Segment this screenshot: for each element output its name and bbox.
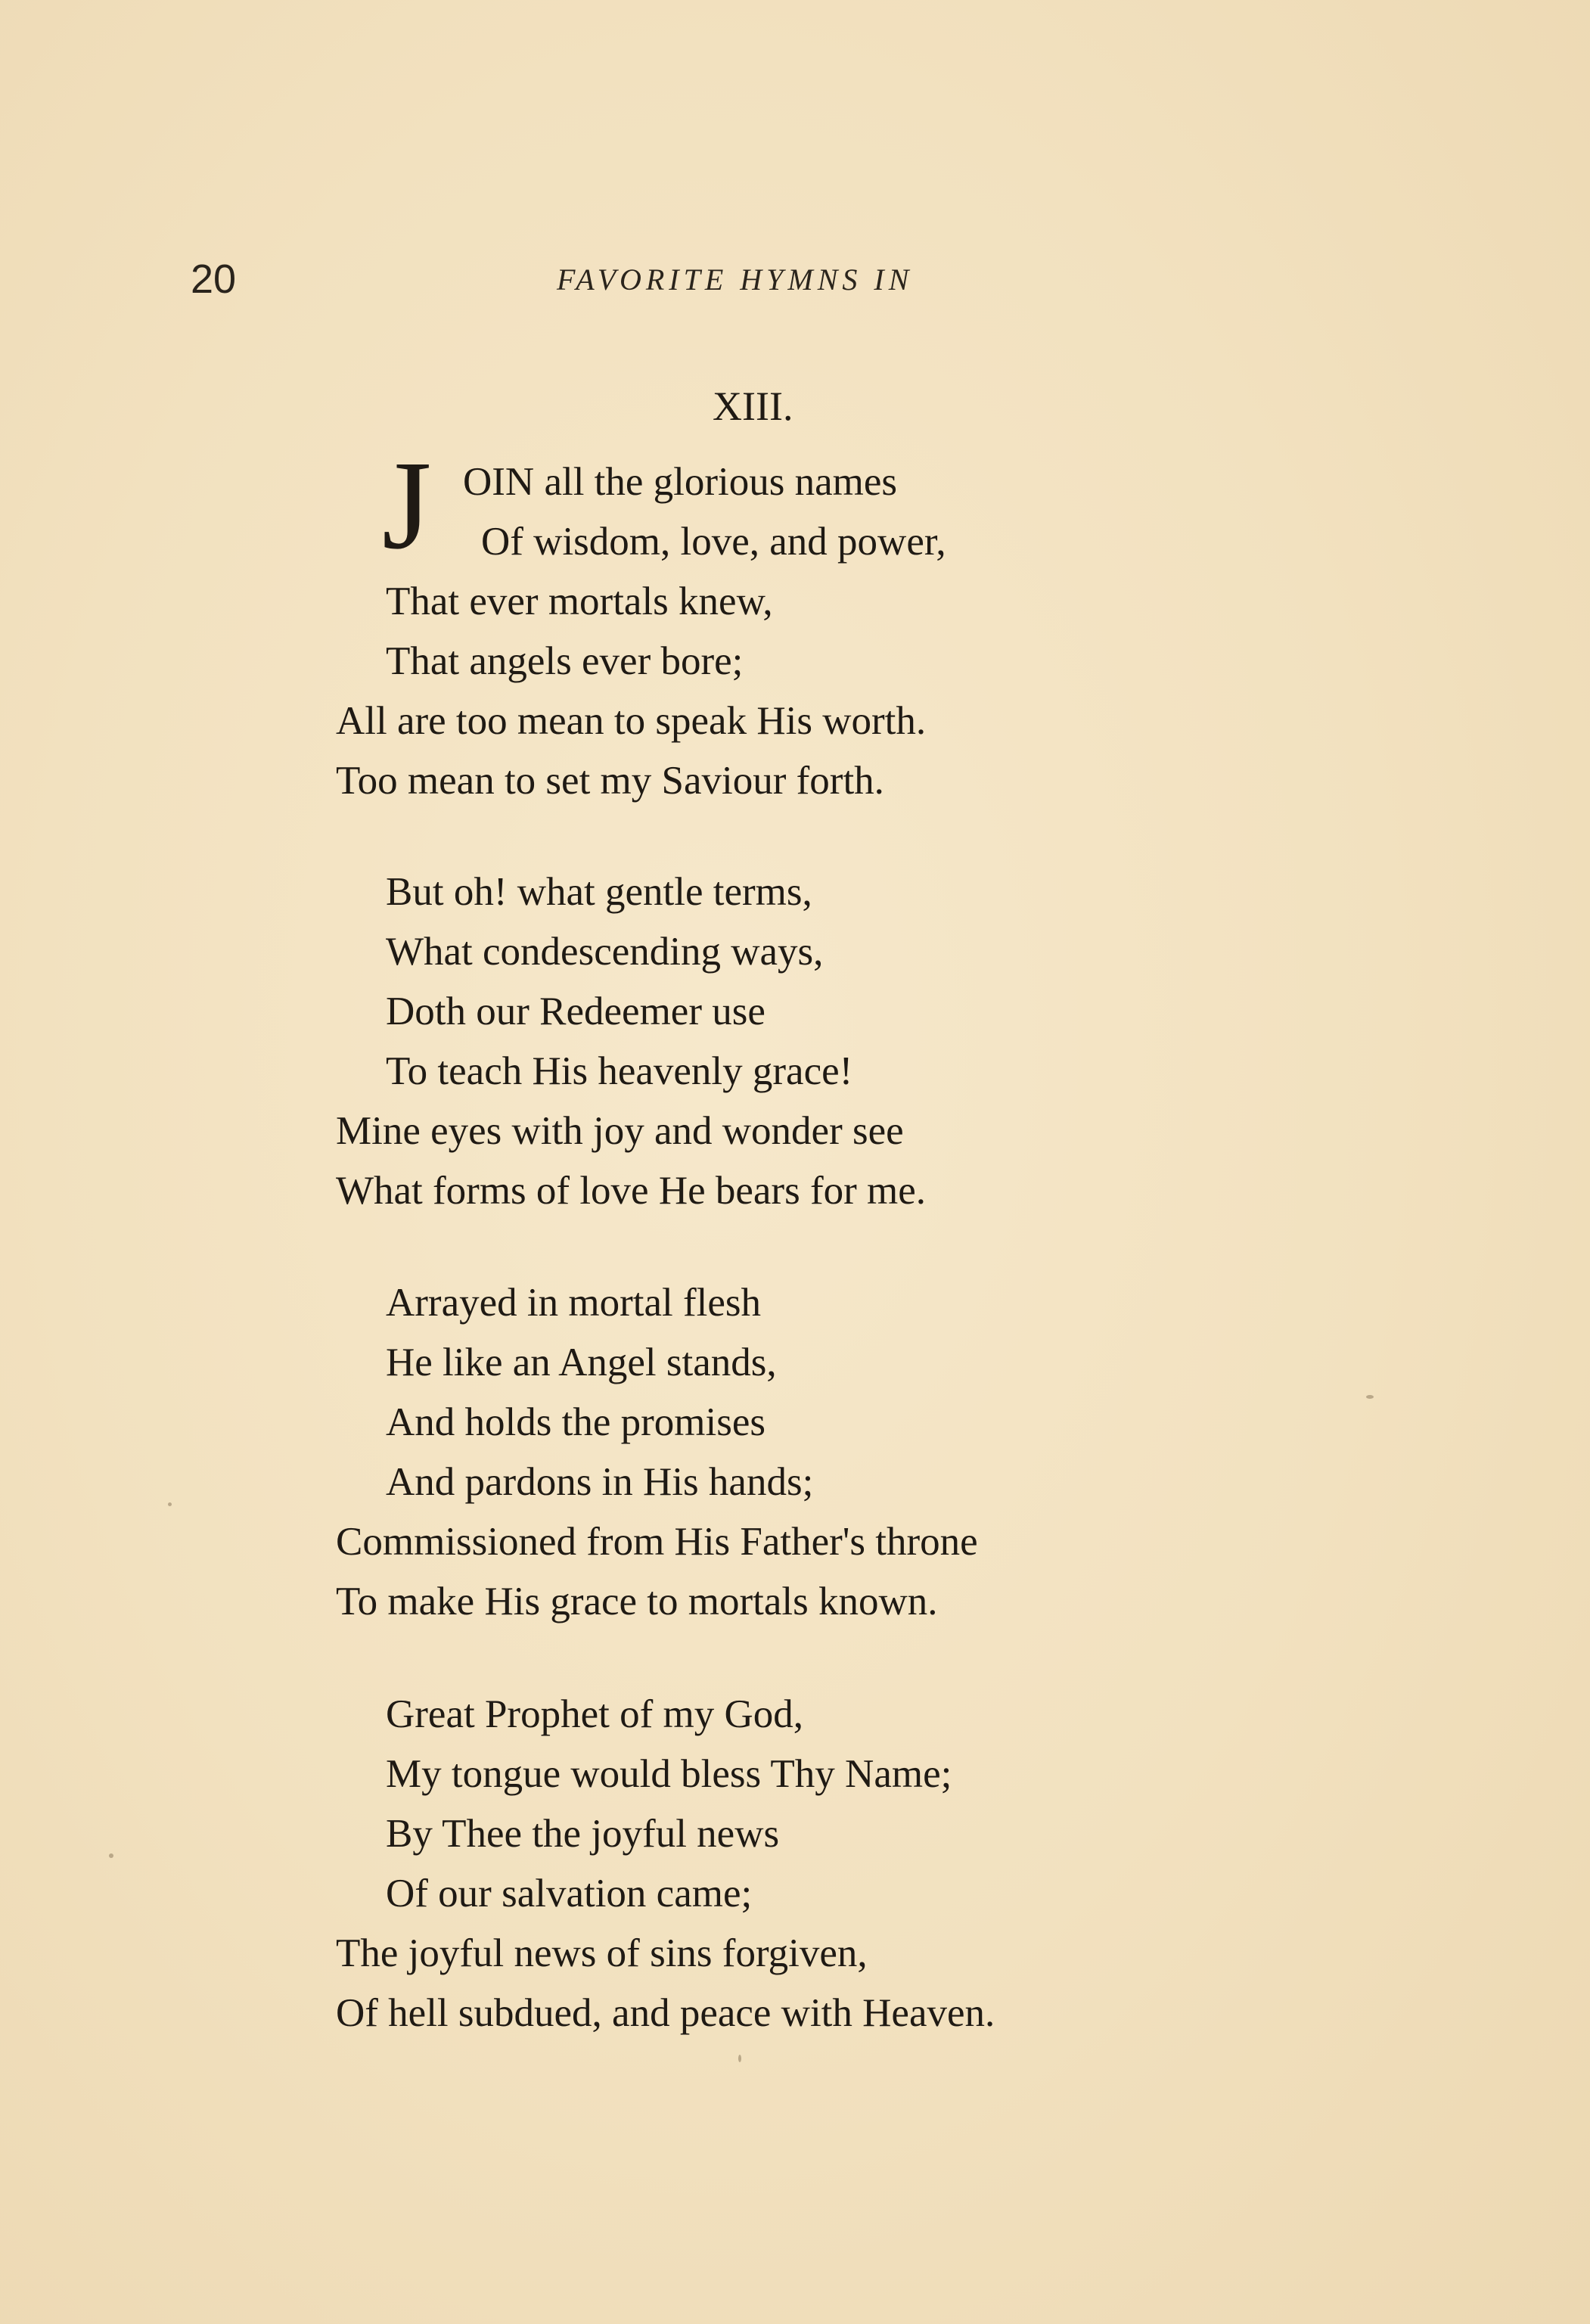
stanza-3-line-2: He like an Angel stands,: [386, 1341, 777, 1384]
stanza-3-line-1: Arrayed in mortal flesh: [386, 1281, 761, 1325]
stanza-4-line-2: My tongue would bless Thy Name;: [386, 1752, 952, 1796]
stanza-2-line-6: What forms of love He bears for me.: [336, 1169, 926, 1213]
stanza-2-line-3: Doth our Redeemer use: [386, 990, 765, 1033]
page-number: 20: [191, 256, 237, 302]
stanza-1-line-2: Of wisdom, love, and power,: [481, 520, 946, 564]
hymn-number: XIII.: [713, 384, 793, 429]
paper-speck: [1366, 1395, 1374, 1399]
stanza-1-line-4: That angels ever bore;: [386, 639, 744, 683]
paper-speck: [168, 1502, 172, 1506]
stanza-4-line-6: Of hell subdued, and peace with Heaven.: [336, 1991, 995, 2035]
stanza-4-line-3: By Thee the joyful news: [386, 1812, 780, 1856]
stanza-4-line-1: Great Prophet of my God,: [386, 1692, 803, 1736]
paper-speck: [109, 1853, 113, 1858]
stanza-2-line-2: What condescending ways,: [386, 930, 824, 974]
stanza-1-line-5: All are too mean to speak His worth.: [336, 699, 927, 743]
stanza-3-line-6: To make His grace to mortals known.: [336, 1580, 938, 1623]
stanza-1-line-6: Too mean to set my Saviour forth.: [336, 759, 884, 803]
stanza-4-line-4: Of our salvation came;: [386, 1872, 753, 1915]
stanza-1-line-1: OIN all the glorious names: [463, 460, 898, 504]
running-head: FAVORITE HYMNS IN: [557, 263, 914, 297]
stanza-1-line-3: That ever mortals knew,: [386, 579, 773, 623]
stanza-2-line-1: But oh! what gentle terms,: [386, 870, 812, 914]
stanza-3-line-5: Commissioned from His Father's throne: [336, 1520, 978, 1564]
stanza-2-line-5: Mine eyes with joy and wonder see: [336, 1109, 904, 1153]
stanza-3-line-3: And holds the promises: [386, 1400, 765, 1444]
drop-cap-initial: J: [382, 435, 432, 576]
stanza-4-line-5: The joyful news of sins forgiven,: [336, 1931, 868, 1975]
paper-speck: [738, 2055, 741, 2062]
stanza-3-line-4: And pardons in His hands;: [386, 1460, 814, 1504]
stanza-2-line-4: To teach His heavenly grace!: [386, 1049, 853, 1093]
